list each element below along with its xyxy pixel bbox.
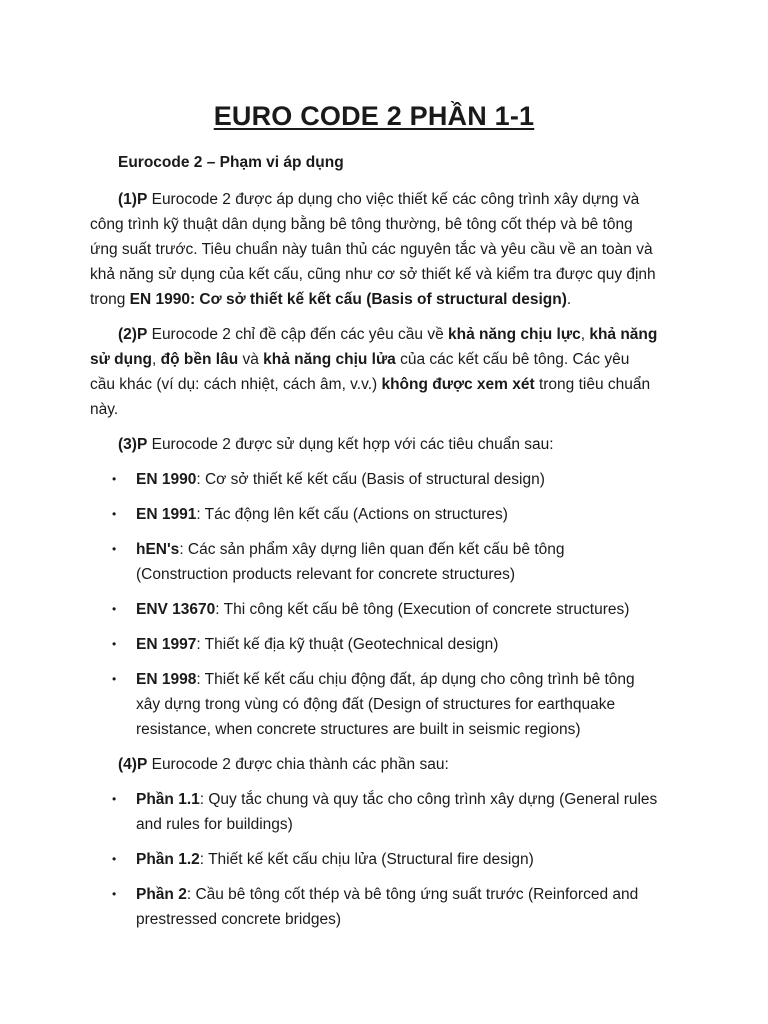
separator: , (580, 326, 590, 343)
bullet-icon: • (112, 887, 117, 901)
separator: , (152, 351, 161, 368)
standard-code: hEN's (136, 541, 180, 558)
standard-description: : Thiết kế kết cấu chịu động đất, áp dụng cho công trình bê tông xây dựng trong vùng có động đất (Design of structures for earthquake resistance, when concrete structures are built in seismic regions) (136, 671, 635, 738)
bullet-icon: • (112, 637, 117, 651)
term-not-considered: không được xem xét (381, 376, 535, 393)
list-item (90, 502, 658, 527)
list-item (90, 467, 658, 492)
paragraph-3 (90, 432, 658, 457)
bullet-icon: • (112, 672, 117, 686)
standard-code: EN 1998 (136, 671, 197, 688)
bullet-icon: • (112, 507, 117, 521)
standard-description: : Cơ sở thiết kế kết cấu (Basis of structural design) (196, 471, 545, 488)
bullet-icon: • (112, 542, 117, 556)
list-item (90, 597, 658, 622)
standard-code: EN 1990 (136, 471, 197, 488)
paragraph-2-label: (2)P (118, 326, 148, 343)
part-description: : Cầu bê tông cốt thép và bê tông ứng suất trước (Reinforced and prestressed concrete bridges) (136, 886, 639, 928)
list-item (90, 787, 658, 837)
list-item (90, 847, 658, 872)
standard-code: EN 1991 (136, 506, 197, 523)
list-item (90, 537, 658, 587)
paragraph-4 (90, 752, 658, 777)
document-title: EURO CODE 2 PHẦN 1-1 (213, 101, 535, 131)
paragraph-4-text: Eurocode 2 được chia thành các phần sau: (147, 756, 449, 773)
paragraph-3-label: (3)P (118, 436, 148, 453)
paragraph-2-text: Eurocode 2 chỉ đề cập đến các yêu cầu về (147, 326, 449, 343)
term-load-capacity: khả năng chịu lực (448, 326, 581, 343)
part-code: Phần 1.1 (136, 791, 200, 808)
part-description: : Thiết kế kết cấu chịu lửa (Structural fire design) (199, 851, 534, 868)
list-item (90, 882, 658, 932)
part-code: Phần 2 (136, 886, 187, 903)
paragraph-1-text: Eurocode 2 được áp dụng cho việc thiết kế các công trình xây dựng và công trình kỹ thuật dân dụng bằng bê tông thường, bê tông cốt thép và bê tông ứng suất trước. Tiêu chuẩn này tuân thủ các nguyên tắc và yêu cầu về an toàn và khả năng sử dụng của kết cấu, cũng như cơ sở thiết kế và kiểm tra được quy định trong (90, 191, 656, 308)
standards-list (90, 467, 658, 742)
term-fire-resistance: khả năng chịu lửa (263, 351, 396, 368)
standard-description: : Thi công kết cấu bê tông (Execution of concrete structures) (215, 601, 630, 618)
bullet-icon: • (112, 472, 117, 486)
paragraph-4-label: (4)P (118, 756, 148, 773)
separator: và (238, 351, 264, 368)
list-item (90, 632, 658, 657)
standard-code: ENV 13670 (136, 601, 216, 618)
paragraph-2-text-continued: của các kết cấu bê tông. Các yêu cầu khác (ví dụ: cách nhiệt, cách âm, v.v.) (90, 351, 630, 393)
paragraph-3-text: Eurocode 2 được sử dụng kết hợp với các tiêu chuẩn sau: (147, 436, 554, 453)
list-item (90, 667, 658, 742)
standard-description: : Tác động lên kết cấu (Actions on structures) (196, 506, 508, 523)
standard-description: : Thiết kế địa kỹ thuật (Geotechnical design) (196, 636, 499, 653)
standard-description: : Các sản phẩm xây dựng liên quan đến kết cấu bê tông (Construction products relevant for concrete structures) (136, 541, 565, 583)
bullet-icon: • (112, 602, 117, 616)
bullet-icon: • (112, 792, 117, 806)
paragraph-1-end: . (566, 291, 572, 308)
parts-list (90, 787, 658, 932)
term-serviceability: khả năng sử dụng (90, 326, 658, 368)
bullet-icon: • (112, 852, 117, 866)
paragraph-1 (90, 187, 658, 312)
paragraph-1-label: (1)P (118, 191, 148, 208)
section-subtitle: Eurocode 2 – Phạm vi áp dụng (118, 154, 344, 171)
paragraph-1-reference: EN 1990: Cơ sở thiết kế kết cấu (Basis of structural design) (129, 291, 567, 308)
paragraph-2-end: trong tiêu chuẩn này. (90, 376, 651, 418)
part-code: Phần 1.2 (136, 851, 200, 868)
paragraph-2 (90, 322, 658, 422)
part-description: : Quy tắc chung và quy tắc cho công trình xây dựng (General rules and rules for buildings) (136, 791, 658, 833)
term-durability: độ bền lâu (160, 351, 239, 368)
standard-code: EN 1997 (136, 636, 197, 653)
